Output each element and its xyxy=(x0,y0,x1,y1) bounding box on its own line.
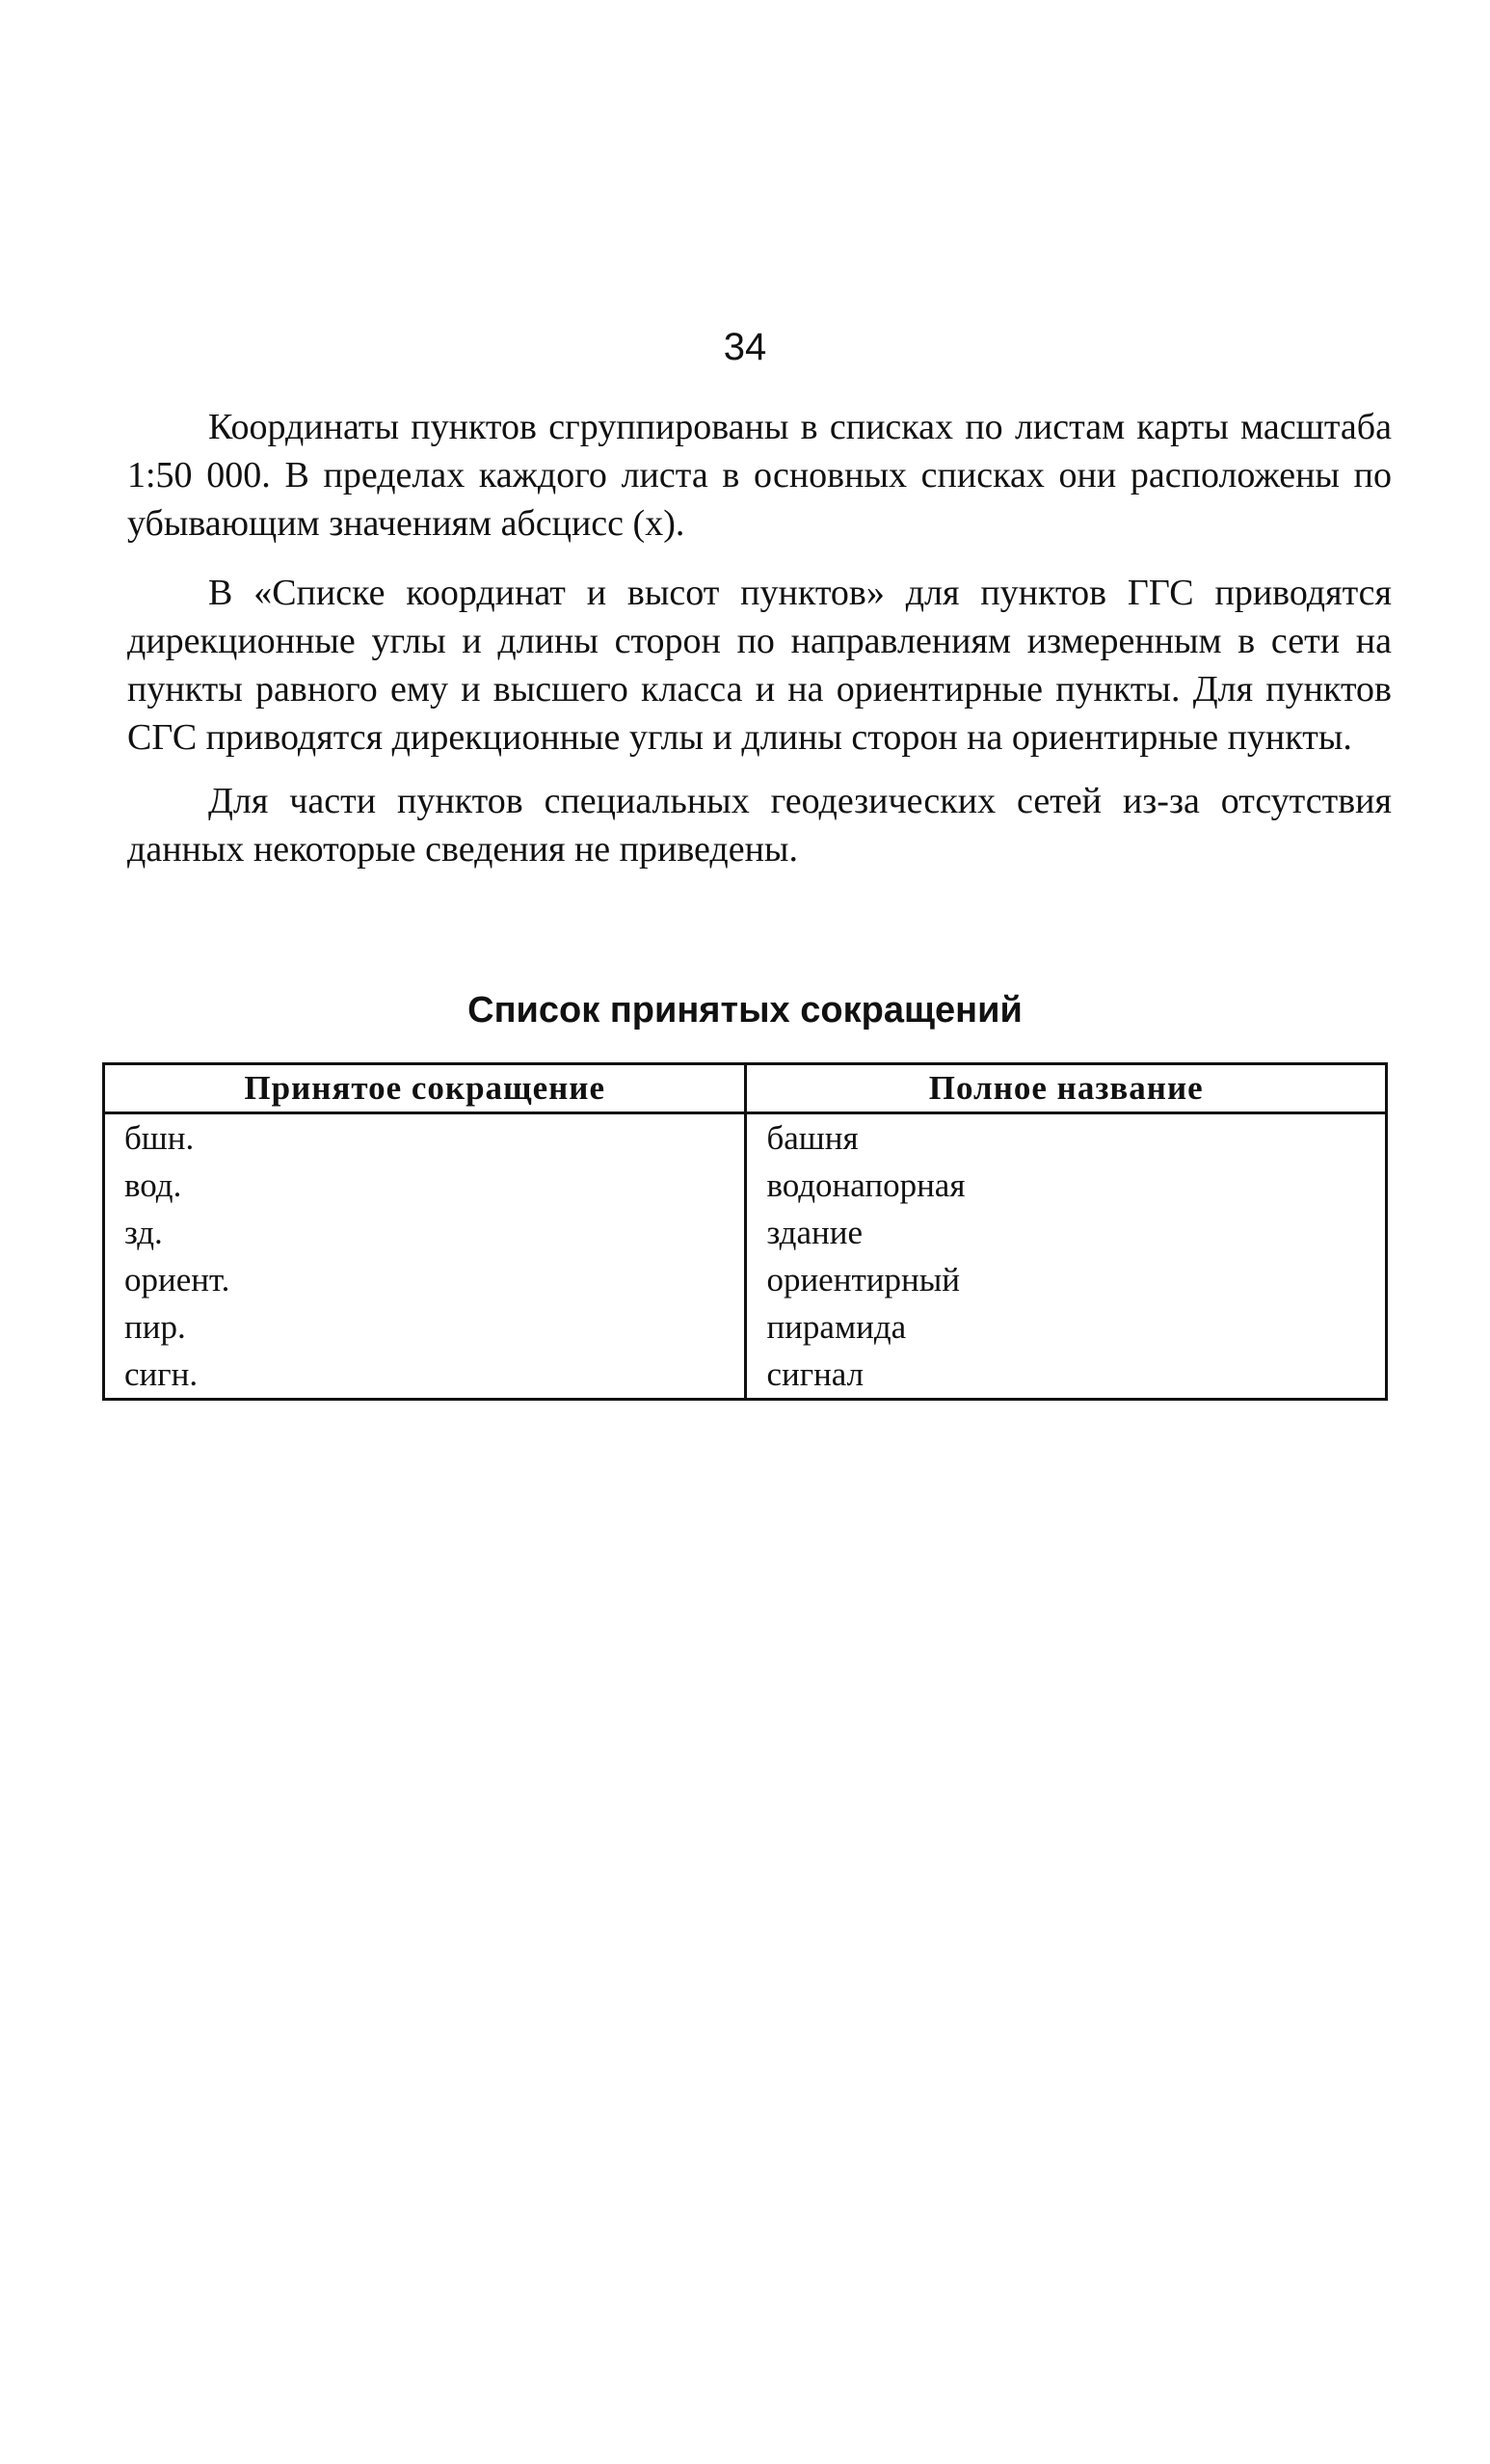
table-row xyxy=(104,1351,1387,1400)
header-abbreviation: Принятое сокращение xyxy=(104,1064,746,1113)
table-title: Список принятых сокращений xyxy=(467,990,1023,1031)
abbreviation-cell: бшн. xyxy=(104,1113,746,1163)
table-row xyxy=(104,1113,1387,1163)
full-name-cell: пирамида xyxy=(746,1303,1387,1351)
full-name-cell: сигнал xyxy=(746,1351,1387,1400)
paragraph-coordinates-grouping xyxy=(127,403,1392,548)
table-row xyxy=(104,1209,1387,1256)
full-name-cell: здание xyxy=(746,1209,1387,1256)
full-name-cell: водонапорная xyxy=(746,1162,1387,1209)
abbreviation-cell: зд. xyxy=(104,1209,746,1256)
page-number: 34 xyxy=(723,326,767,368)
full-name-cell: башня xyxy=(746,1113,1387,1163)
abbreviation-cell: пир. xyxy=(104,1303,746,1351)
table-row xyxy=(104,1256,1387,1303)
abbreviations-table xyxy=(102,1062,1388,1401)
abbreviation-cell: вод. xyxy=(104,1162,746,1209)
paragraph-text: В «Списке координат и высот пунктов» для пунктов ГГС приводятся дирекционные углы и длины сторон по направлениям измеренным в сети на пункты равного ему и высшего класса и на ориентирные пункты. Для пунктов СГС приводятся дирекционные углы и длины сторон на ориентирные пункты. xyxy=(127,573,1392,758)
paragraph-text: Для части пунктов специальных геодезических сетей из-за отсутствия данных некоторые сведения не приведены. xyxy=(127,781,1392,870)
header-full-name: Полное название xyxy=(746,1064,1387,1113)
abbreviation-cell: сигн. xyxy=(104,1351,746,1400)
abbreviation-cell: ориент. xyxy=(104,1256,746,1303)
full-name-cell: ориентирный xyxy=(746,1256,1387,1303)
paragraph-directional-angles xyxy=(127,569,1392,762)
table-header-row xyxy=(104,1064,1387,1113)
table-row xyxy=(104,1162,1387,1209)
paragraph-text: Координаты пунктов сгруппированы в списках по листам карты масштаба 1:50 000. В пределах каждого листа в основных списках они расположены по убывающим значениям абсцисс (x). xyxy=(127,407,1392,544)
table-row xyxy=(104,1303,1387,1351)
paragraph-missing-data xyxy=(127,777,1392,873)
